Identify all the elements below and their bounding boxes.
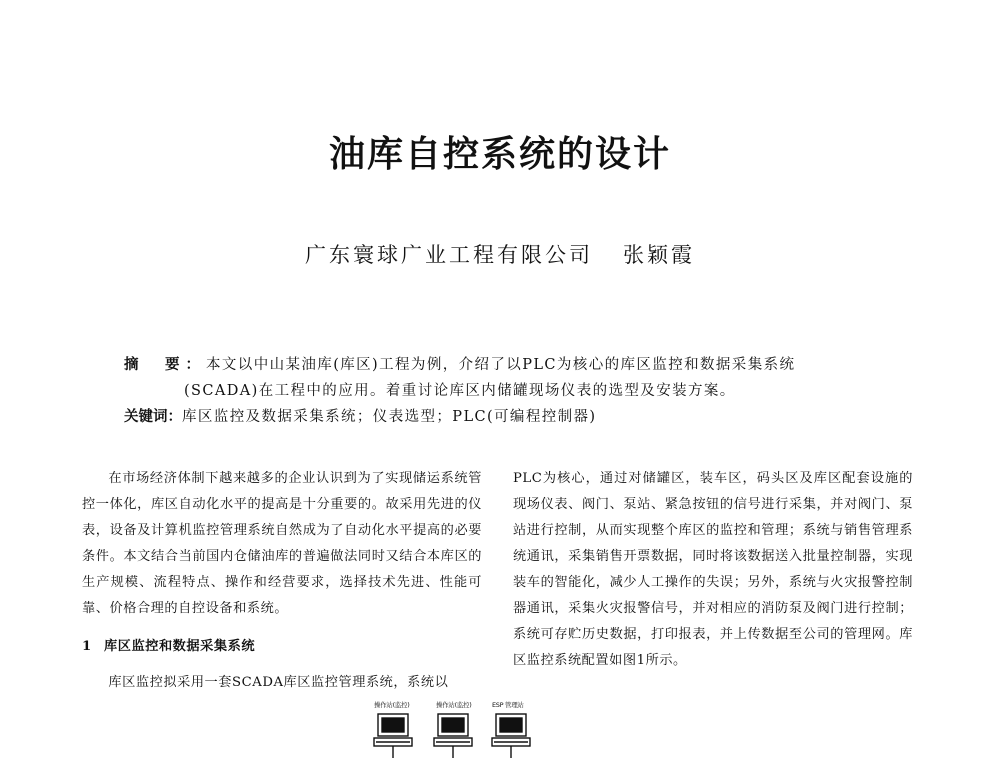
figure-label-2: 操作站(监控) [436, 701, 472, 709]
section-heading [82, 634, 482, 660]
section-title: 库区监控和数据采集系统 [104, 639, 256, 654]
left-column [82, 466, 482, 696]
abstract-label: 摘 要： [124, 356, 206, 373]
affiliation: 广东寰球广业工程有限公司 [305, 243, 593, 267]
abstract-line-1: 本文以中山某油库(库区)工程为例，介绍了以PLC为核心的库区监控和数据采集系统 [206, 357, 796, 373]
intro-paragraph: 在市场经济体制下越来越多的企业认识到为了实现储运系统管控一体化，库区自动化水平的提高是十分重要的。故采用先进的仪表，设备及计算机监控管理系统自然成为了自动化水平提高的必要条件。本文结合当前国内仓储油库的普遍做法同时又结合本库区的生产规模、流程特点、操作和经营要求，选择技术先进、性能可靠、价格合理的自控设备和系统。 [82, 471, 482, 616]
system-config-figure [370, 700, 540, 760]
author-name: 张颖霞 [623, 243, 695, 267]
article-title: 油库自控系统的设计 [328, 133, 671, 175]
right-column [513, 466, 913, 674]
figure-label-1: 操作站(监控) [374, 701, 410, 709]
author-line [0, 239, 1000, 269]
section-number: 1 [82, 639, 92, 654]
keywords-text: 库区监控及数据采集系统；仪表选型；PLC(可编程控制器) [182, 409, 597, 425]
workstation-1-icon [374, 714, 412, 758]
keywords-label: 关键词： [124, 408, 182, 425]
figure-label-3: ESP 管理站 [492, 701, 524, 709]
section-paragraph: 库区监控拟采用一套SCADA库区监控管理系统，系统以 [108, 675, 449, 690]
continued-paragraph: PLC为核心，通过对储罐区，装车区，码头区及库区配套设施的现场仪表、阀门、泵站、紧急按钮的信号进行采集，并对阀门、泵站进行控制，从而实现整个库区的监控和管理；系统与销售管理系统通讯，采集销售开票数据，同时将该数据送入批量控制器，实现装车的智能化，减少人工操作的失误；另外，系统与火灾报警控制器通讯，采集火灾报警信号，并对相应的消防泵及阀门进行控制；系统可存贮历史数据，打印报表，并上传数据至公司的管理网。库区监控系统配置如图1所示。 [513, 471, 913, 668]
workstation-3-icon [492, 714, 530, 758]
workstation-drawings [370, 700, 540, 760]
abstract-block [124, 352, 904, 430]
abstract-line-2: (SCADA)在工程中的应用。着重讨论库区内储罐现场仪表的选型及安装方案。 [184, 383, 736, 399]
workstation-2-icon [434, 714, 472, 758]
